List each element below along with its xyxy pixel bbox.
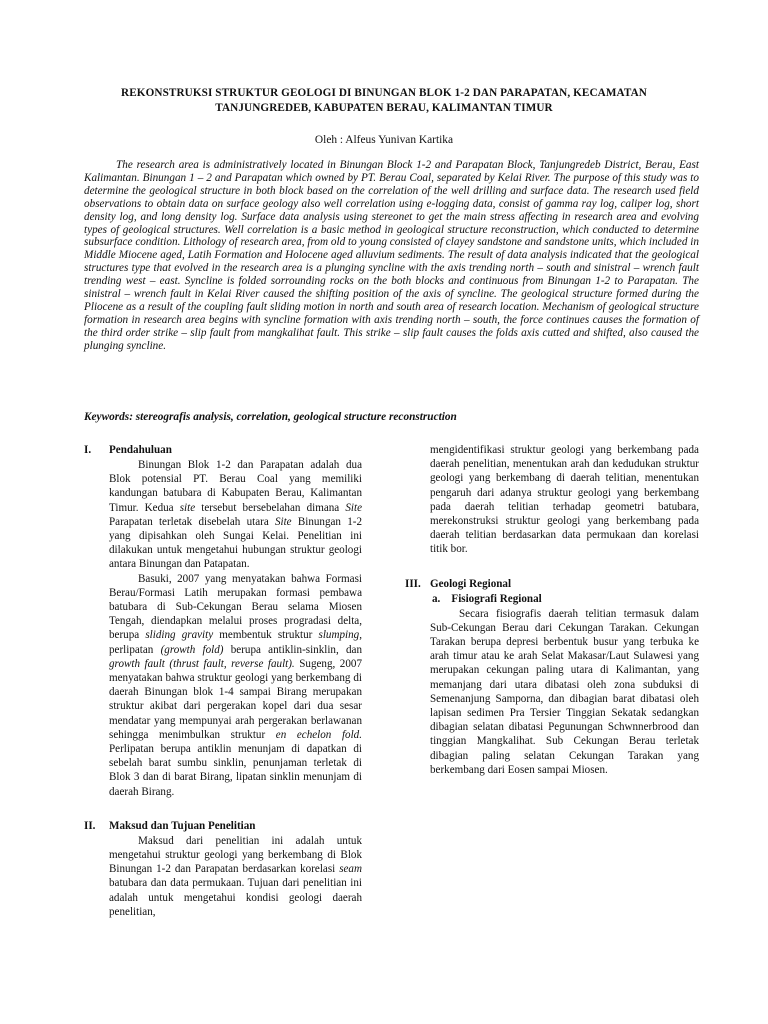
- left-column: [84, 443, 362, 919]
- paper-title-line-2: TANJUNGREDEB, KABUPATEN BERAU, KALIMANTAN TIMUR: [215, 102, 553, 114]
- section-number: I.: [84, 444, 92, 456]
- paragraph: mengidentifikasi struktur geologi yang berkembang pada daerah penelitian, menentukan arah dan kedudukan struktur geologi yang berkembang di daerah telitian, menentukan pengaruh dari adanya struktur geologi yang berkembang pada daerah telitian terhadap geometri batubara, merekonstruksi struktur geologi yang berkembang pada daerah telitian berdasarkan data permukaan dan korelasi titik bor.: [430, 444, 699, 556]
- paragraph: Maksud dari penelitian ini adalah untuk mengetahui struktur geologi yang berkembang di Blok Binungan 1-2 dan Parapatan berdasarkan korelasi seam batubara dan data permukaan. Tujuan dari penelitian ini adalah untuk mengetahui kondisi geologi daerah penelitian,: [109, 834, 362, 918]
- paper-title-line-1: REKONSTRUKSI STRUKTUR GEOLOGI DI BINUNGAN BLOK 1-2 DAN PARAPATAN, KECAMATAN: [121, 87, 647, 99]
- section-body-3: [430, 607, 699, 777]
- paragraph: Secara fisiografis daerah telitian termasuk dalam Sub-Cekungan Berau dari Cekungan Tarakan. Cekungan Tarakan berupa depresi berbentuk busur yang terbuka ke arah timur atau ke arah Selat Makasar/Laut Sulawesi yang merupakan cekungan paling utara di Kalimantan, yang memanjang dari utara dibatasi oleh zona subduksi di Semenanjung Samporna, dan dibagian barat dibatasi oleh lapisan sedimen Pra Tersier Tinggian Sekatak sedangkan dibagian selatan dibatasi Pegunungan Schwnnerbrood dan tinggian Mangkalihat. Sub Cekungan Berau terletak dibagian paling selatan Cekungan Tarakan yang berkembang dari Eosen sampai Miosen.: [430, 607, 699, 776]
- section-heading-3: [405, 577, 699, 592]
- right-column: [405, 443, 699, 777]
- abstract-text: The research area is administratively located in Binungan Block 1-2 and Parapatan Block, Tanjungredeb District, Berau, East Kalimantan. Binungan 1 – 2 and Parapatan which owned by PT. Berau Coal, separated by Kelai River. The purpose of this study was to determine the geological structure in both block based on the correlation of the well drilling and surface data. The research used field observations to obtain data on surface geology also well correlation using e-logging data, consist of gamma ray log, caliper log, short density log, and long density log. Surface data analysis using stereonet to get the main stress affecting in research area and evolving types of geological structures. Well correlation is a basic method in geological structure reconstruction, which conducted to determine subsurface condition. Lithology of research area, from old to young consisted of clayey sandstone and sandstone units, which included in Middle Miocene aged, Latih Formation and Holocene aged alluvium sediments. The result of data analysis indicated that the geological structures type that evolved in the research area is a plunging syncline with the axis trending north – south and sinistral – wrench fault trending west – east. Syncline is folded sorrounding rocks on the both blocks and continuous from Binungan 1-2 to Parapatan. The sinistral – wrench fault in Kelai River caused the shifting position of the axis of syncline. The geological structure formed during the Pliocene as a result of the coupling fault sliding motion in north and south area of research location. Mechanism of geological structure formation in research area begins with syncline formation with axis trending north – south, the force continues causes the formation of the third order strike – slip fault from mangkalihat fault. This strike – slip fault causes the folds axis cutted and shifted, also caused the plunging syncline.: [84, 159, 699, 352]
- subsection-heading: a. Fisiografi Regional: [432, 592, 542, 605]
- section-heading-2: [84, 819, 362, 834]
- abstract: [84, 159, 699, 353]
- section-number: III.: [405, 577, 421, 590]
- section-body-1: [109, 458, 362, 799]
- section-number: II.: [84, 819, 96, 832]
- section-title: Geologi Regional: [430, 577, 512, 590]
- section-heading-1: [84, 443, 362, 458]
- section-title: Maksud dan Tujuan Penelitian: [109, 819, 256, 832]
- section-title: Pendahuluan: [109, 444, 172, 456]
- paragraph: Binungan Blok 1-2 dan Parapatan adalah dua Blok potensial PT. Berau Coal yang memiliki kandungan batubara di Kabupaten Berau, Kalimantan Timur. Kedua site tersebut bersebelahan dimana Site Parapatan terletak disebelah utara Site Binungan 1-2 yang dipisahkan oleh Sungai Kelai. Penelitian ini dilakukan untuk mengetahui hubungan struktur geologi antara Binungan dan Patapatan.: [109, 459, 363, 571]
- keywords: Keywords: stereografis analysis, correlation, geological structure reconstruction: [84, 411, 457, 423]
- section-body-2: [109, 834, 362, 919]
- author-line: Oleh : Alfeus Yunivan Kartika: [314, 134, 454, 146]
- paragraph: Basuki, 2007 yang menyatakan bahwa Formasi Berau/Formasi Latih merupakan formasi pembawa batubara di Sub-Cekungan Berau selama Miosen Tengah, diendapkan melalui proses progradasi delta, berupa sliding gravity membentuk struktur slumping, perlipatan (growth fold) berupa antiklin-sinklin, dan growth fault (thrust fault, reverse fault). Sugeng, 2007 menyatakan bahwa struktur geologi yang berkembang di daerah Binungan blok 1-4 sampai Birang merupakan struktur akibat dari pergerakan kopel dari dua sesar mendatar yang mempunyai arah pergerakan berlawanan sehingga menimbulkan struktur en echelon fold. Perlipatan berupa antiklin menunjam di dapatkan di sebelah barat sumbu sinklin, penunjaman terletak di Blok 3 dan di barat Birang, lipatan sinklin menunjam di daerah Birang.: [109, 572, 362, 798]
- paper-title: [60, 86, 708, 116]
- section-body-2-continued: [430, 443, 699, 557]
